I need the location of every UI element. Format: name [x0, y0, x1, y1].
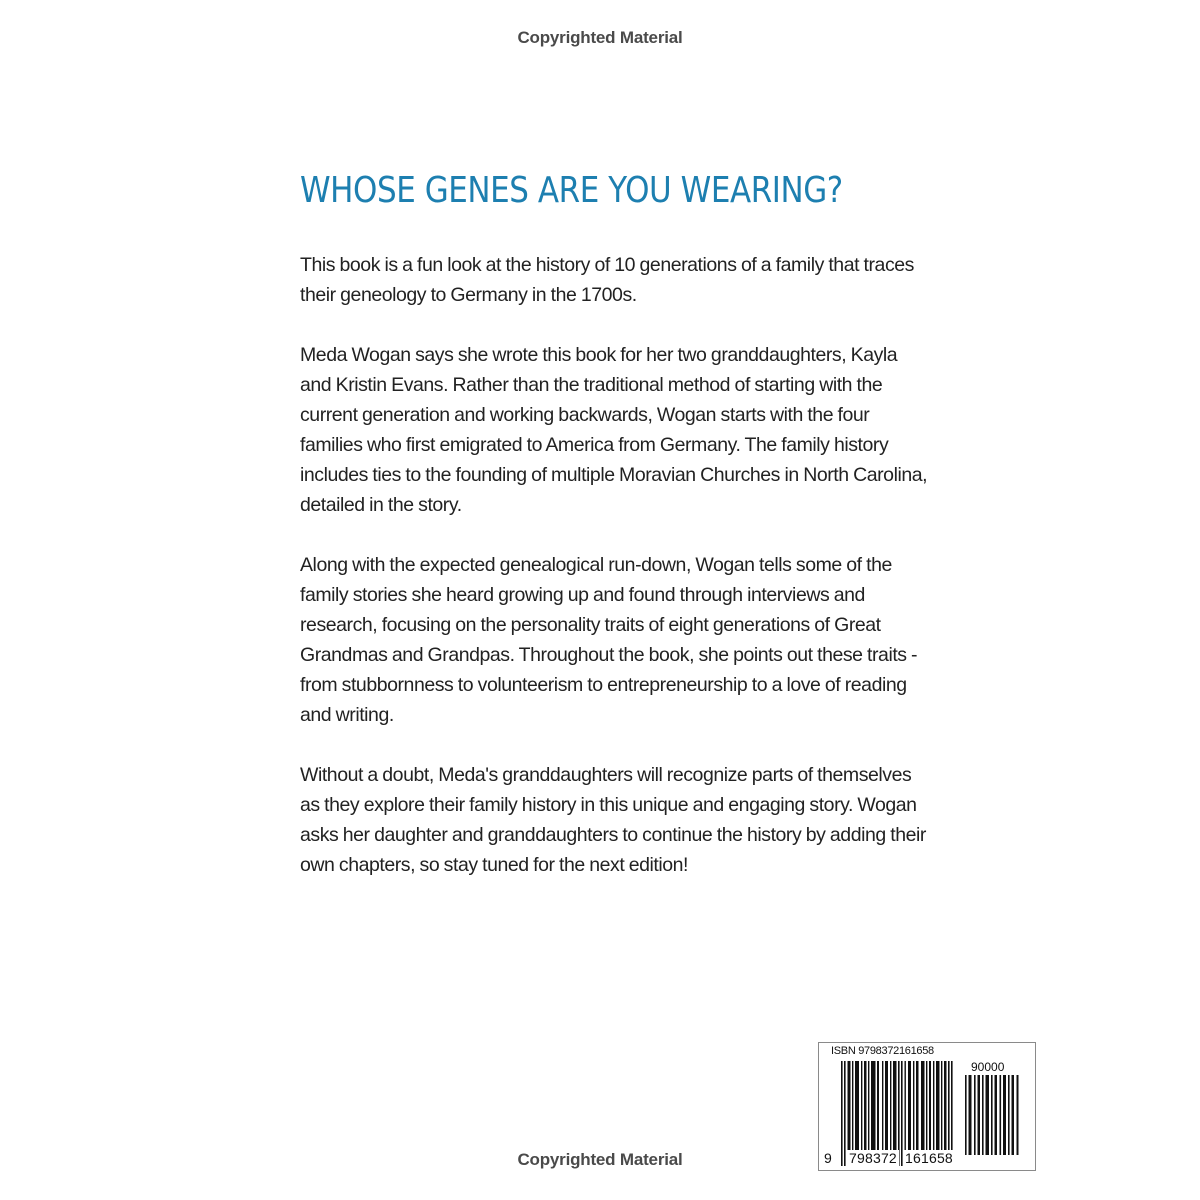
copyright-watermark-bottom: Copyrighted Material: [517, 1150, 683, 1169]
copyright-watermark-top: Copyrighted Material: [517, 28, 683, 47]
price-addon-bars-icon: [965, 1075, 1021, 1155]
blurb-paragraph: This book is a fun look at the history of 10 generations of a family that traces their geneology to Germany in the 1700s.: [300, 254, 914, 306]
barcode-left-digits: 798372: [849, 1150, 897, 1166]
book-title: WHOSE GENES ARE YOU WEARING?: [300, 170, 843, 211]
price-addon-label: 90000: [971, 1060, 1005, 1074]
barcode-lead-digit: 9: [824, 1150, 832, 1166]
blurb-paragraph: Along with the expected genealogical run-down, Wogan tells some of the family stories she heard growing up and found through interviews and research, focusing on the personality traits of eight generations of Great Grandmas and Grandpas. Throughout the book, she points out these traits - from stubbornness to volunteerism to entrepreneurship to a love of reading and writing.: [300, 554, 918, 726]
back-cover-blurb: [300, 250, 930, 910]
blurb-paragraph: Without a doubt, Meda's granddaughters will recognize parts of themselves as they explore their family history in this unique and engaging story. Wogan asks her daughter and granddaughters to continue the history by adding their own chapters, so stay tuned for the next edition!: [300, 764, 926, 876]
barcode-right-digits: 161658: [905, 1150, 953, 1166]
blurb-paragraph: Meda Wogan says she wrote this book for her two granddaughters, Kayla and Kristin Evans. Rather than the traditional method of starting with the current generation and working backwards, Wogan starts with the four families who first emigrated to America from Germany. The family history includes ties to the founding of multiple Moravian Churches in North Carolina, detailed in the story.: [300, 344, 928, 516]
isbn-label: ISBN 9798372161658: [831, 1045, 934, 1057]
